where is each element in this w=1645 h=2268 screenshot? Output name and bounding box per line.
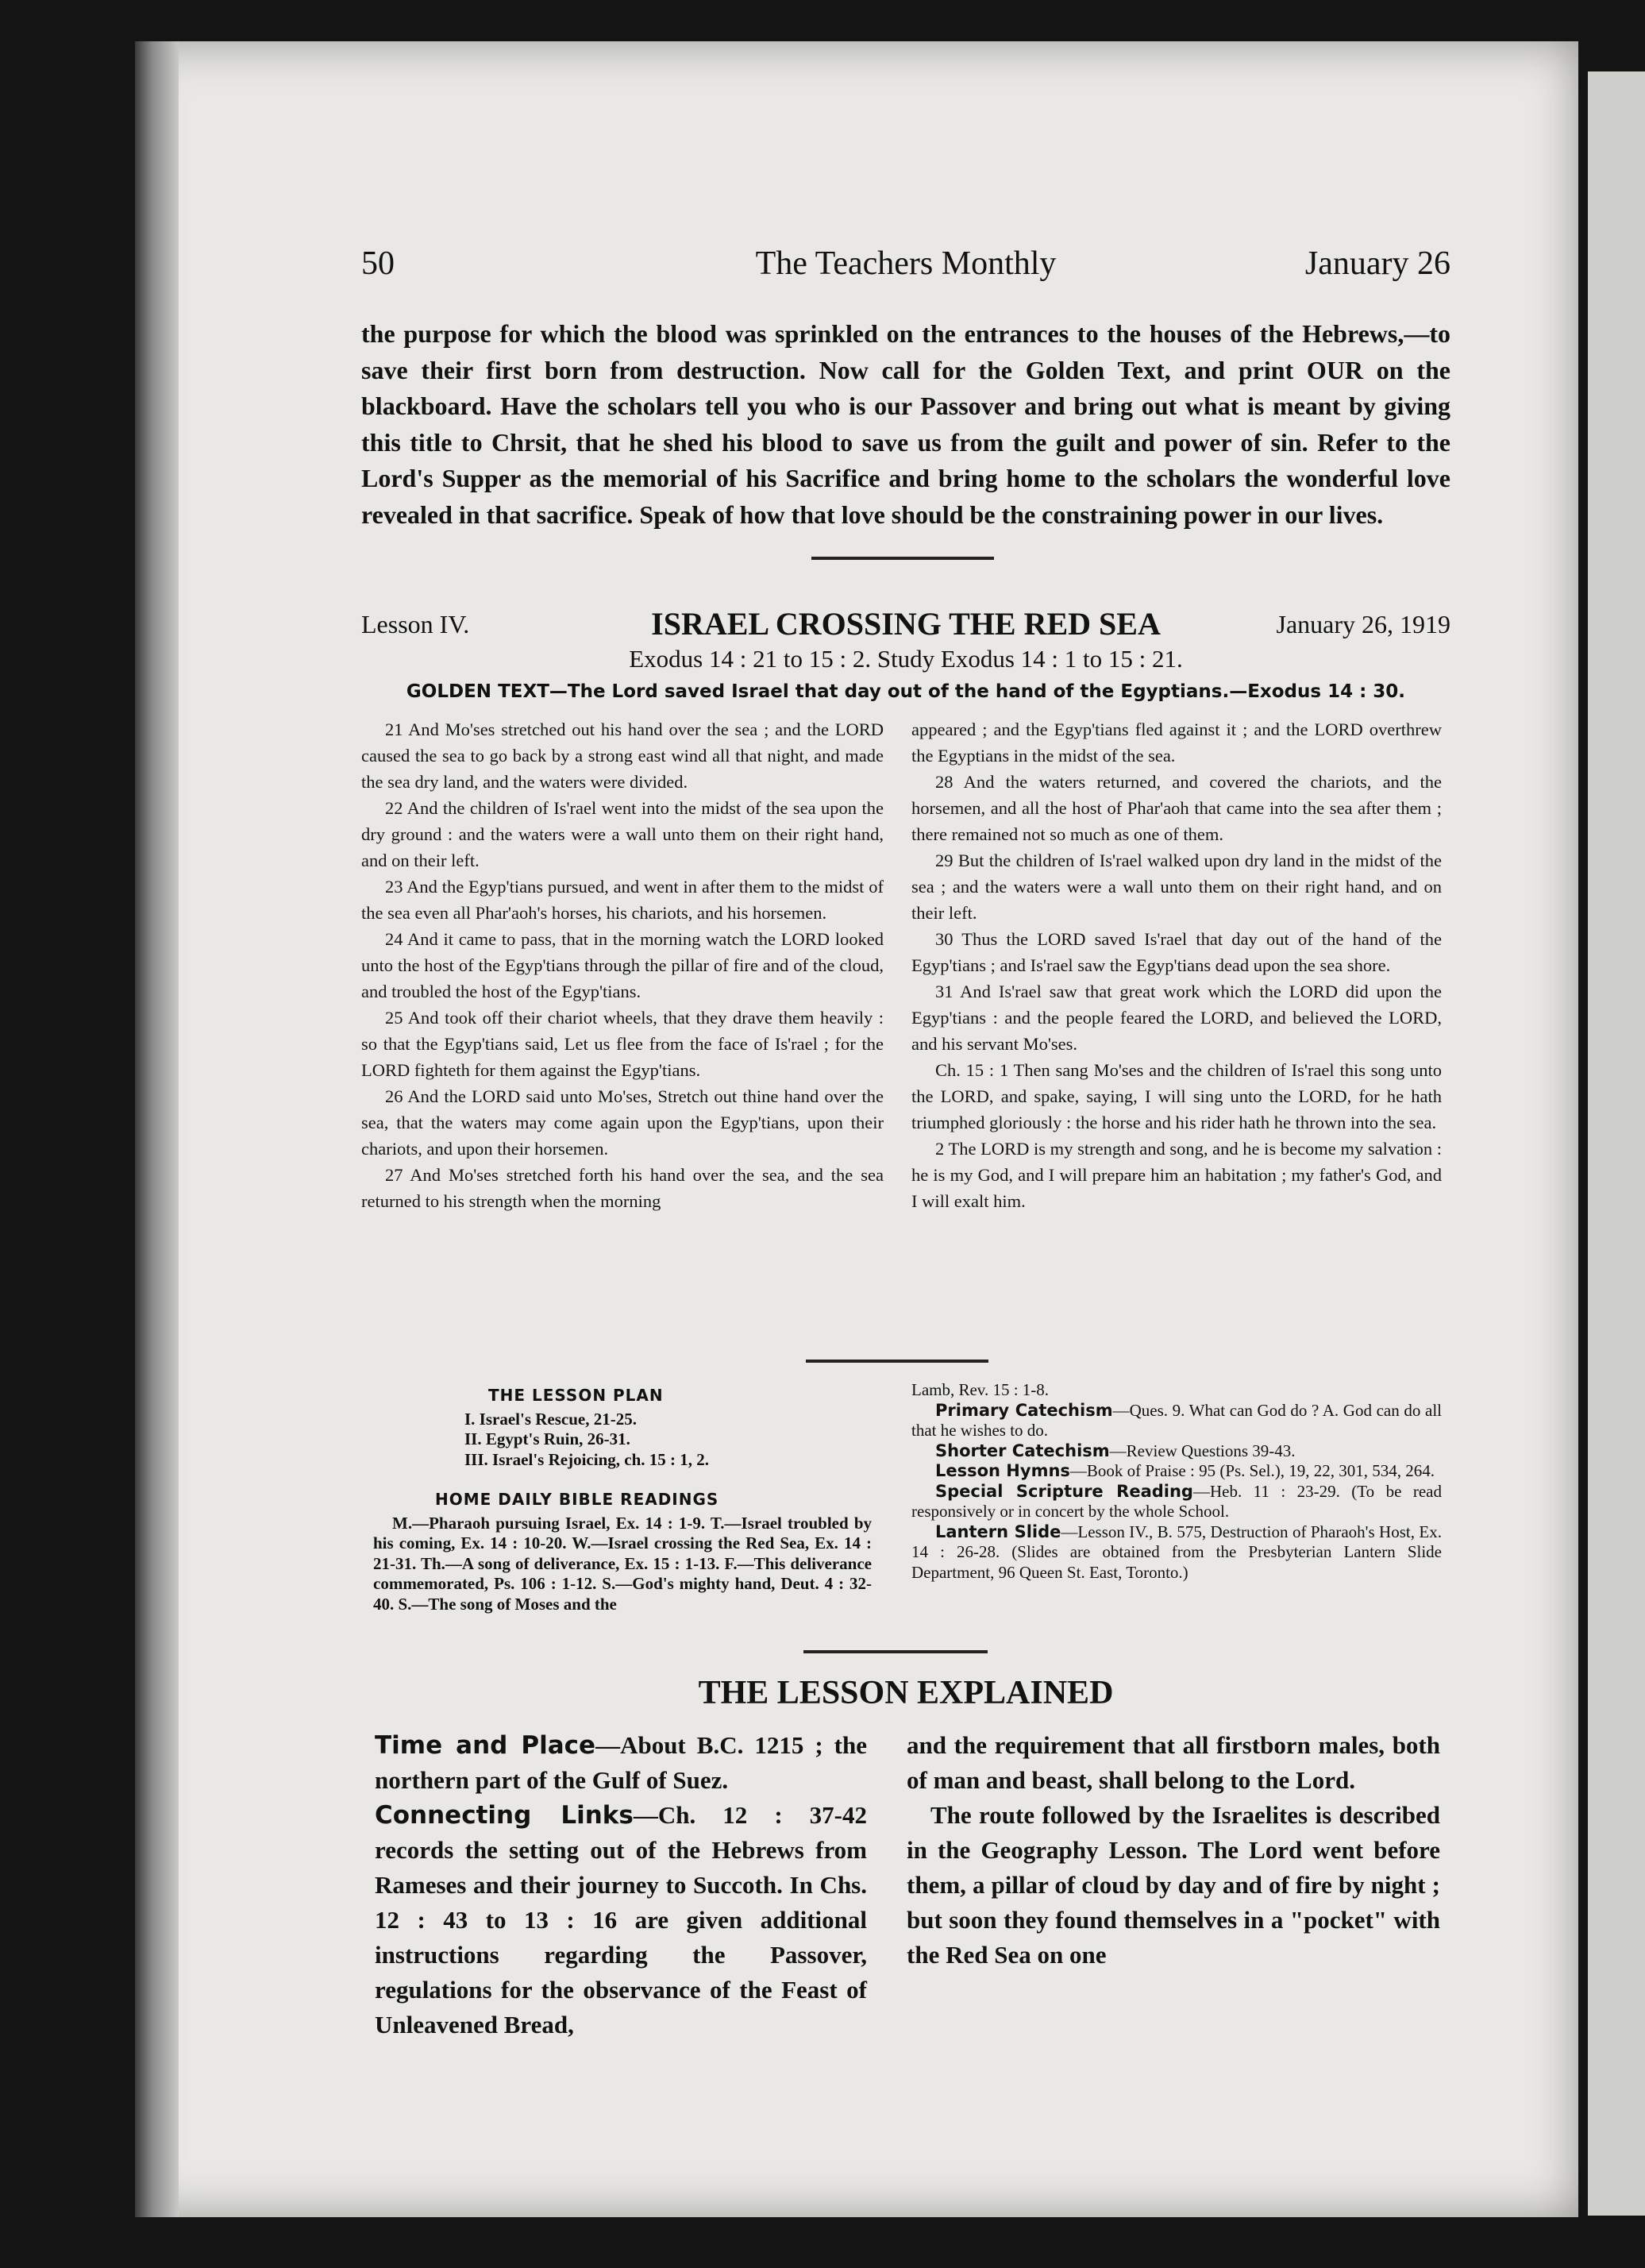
- lesson-plan-item: II. Egypt's Ruin, 26-31.: [464, 1429, 630, 1448]
- explained-paragraph: The route followed by the Israelites is described in the Geography Lesson. The Lord went before them, a pillar of cloud by day and of fire by night ; but soon they found themselves in a "pocket" with the Red Sea on one: [907, 1801, 1440, 1969]
- divider-rule: [803, 1650, 988, 1653]
- issue-date: January 26: [1304, 245, 1450, 282]
- home-daily-readings: [373, 1490, 872, 1614]
- sidebar-continuation: Lamb, Rev. 15 : 1-8.: [911, 1380, 1050, 1399]
- lantern-slide-text: —Lesson IV., B. 575, Destruction of Pharaoh's Host, Ex. 14 : 26-28. (Slides are obtained from the Presbyterian Lantern Slide Department, 96 Queen St. East, Toronto.): [911, 1522, 1442, 1582]
- journal-title: The Teachers Monthly: [755, 245, 1057, 282]
- special-reading-text: —Heb. 11 : 23-29. (To be read responsively or in concert by the whole School.: [911, 1481, 1442, 1521]
- lesson-sidebar-notes: [911, 1380, 1442, 1583]
- page-number: 50: [361, 245, 395, 282]
- readings-heading: HOME DAILY BIBLE READINGS: [435, 1490, 719, 1509]
- verse: Ch. 15 : 1 Then sang Mo'ses and the children of Is'rael this song unto the LORD, and spake, saying, I will sing unto the LORD, for he hath triumphed gloriously : the horse and his rider hath he thrown into the sea.: [911, 1060, 1442, 1132]
- lesson-explained-heading: THE LESSON EXPLAINED: [698, 1675, 1114, 1711]
- verse: 29 But the children of Is'rael walked upon dry land in the midst of the sea ; and the waters were a wall unto them on their right hand, and on their left.: [911, 850, 1442, 923]
- connecting-links-label: Connecting Links: [375, 1801, 634, 1830]
- primary-catechism-label: Primary Catechism: [935, 1400, 1113, 1420]
- running-header: [361, 245, 1450, 292]
- lantern-slide-label: Lantern Slide: [935, 1522, 1061, 1541]
- shorter-catechism-label: Shorter Catechism: [935, 1441, 1110, 1460]
- verse: 26 And the LORD said unto Mo'ses, Stretch out thine hand over the sea, that the waters may come again upon the Egyp'tians, upon their chariots, and upon their horsemen.: [361, 1086, 884, 1159]
- verse: 30 Thus the LORD saved Is'rael that day out of the hand of the Egyp'tians ; and Is'rael saw the Egyp'tians dead upon the sea shore.: [911, 929, 1442, 975]
- verse: 2 The LORD is my strength and song, and he is become my salvation : he is my God, and I will prepare him an habitation ; my father's God, and I will exalt him.: [911, 1139, 1442, 1211]
- lesson-date: January 26, 1919: [1276, 610, 1450, 638]
- time-place-text: —About B.C. 1215 ; the northern part of the Gulf of Suez.: [375, 1731, 868, 1794]
- verse: 21 And Mo'ses stretched out his hand over the sea ; and the LORD caused the sea to go back by a strong east wind all that night, and made the sea dry land, and the waters were divided.: [361, 719, 884, 792]
- golden-text: GOLDEN TEXT—The Lord saved Israel that day out of the hand of the Egyptians.—Exodus 14 : 30.: [406, 681, 1406, 702]
- verse: 28 And the waters returned, and covered the chariots, and the horsemen, and all the host of Phar'aoh that came into the sea after them ; there remained not so much as one of them.: [911, 772, 1442, 844]
- explained-paragraph: and the requirement that all firstborn males, both of man and beast, shall belong to the Lord.: [907, 1731, 1440, 1794]
- verse: 31 And Is'rael saw that great work which the LORD did upon the Egyp'tians : and the people feared the LORD, and believed the LORD, and his servant Mo'ses.: [911, 982, 1442, 1054]
- scripture-reference: Exodus 14 : 21 to 15 : 2. Study Exodus 14 : 1 to 15 : 21.: [629, 645, 1183, 673]
- explained-left-column: [375, 1728, 867, 2042]
- lesson-hymns-text: —Book of Praise : 95 (Ps. Sel.), 19, 22, 301, 534, 264.: [1069, 1461, 1435, 1480]
- adjacent-page-edge: [1588, 71, 1645, 2216]
- verse: 25 And took off their chariot wheels, that they drave them heavily : so that the Egyp'tians said, Let us flee from the face of Is'rael ; for the LORD fighteth for them against the Egyp'tians.: [361, 1008, 884, 1080]
- special-reading-label: Special Scripture Reading: [935, 1481, 1193, 1501]
- verse: 22 And the children of Is'rael went into the midst of the sea upon the dry ground : and the waters were a wall unto them on their right hand, and on their left.: [361, 798, 884, 870]
- divider-rule: [806, 1360, 988, 1363]
- explained-right-column: [907, 1728, 1440, 1973]
- time-place-label: Time and Place: [375, 1731, 596, 1760]
- lesson-plan-item: III. Israel's Rejoicing, ch. 15 : 1, 2.: [464, 1449, 709, 1469]
- verse: 24 And it came to pass, that in the morning watch the LORD looked unto the host of the Egyp'tians through the pillar of fire and of the cloud, and troubled the host of the Egyp'tians.: [361, 929, 884, 1001]
- connecting-links-text: —Ch. 12 : 37-42 records the setting out of the Hebrews from Rameses and their journey to Succoth. In Chs. 12 : 43 to 13 : 16 are given additional instructions regarding the Passover, regulations for the observance of the Feast of Unleavened Bread,: [375, 1801, 867, 2038]
- lesson-plan-heading: THE LESSON PLAN: [488, 1386, 664, 1405]
- readings-text: M.—Pharaoh pursuing Israel, Ex. 14 : 1-9. T.—Israel troubled by his coming, Ex. 14 : 10-20. W.—Israel crossing the Red Sea, Ex. 14 : 21-31. Th.—A song of deliverance, Ex. 15 : 1-13. F.—This deliverance commemorated, Ps. 106 : 1-12. S.—God's mighty hand, Deut. 4 : 32-40. S.—The song of Moses and the: [373, 1513, 872, 1614]
- verse: appeared ; and the Egyp'tians fled against it ; and the LORD overthrew the Egyptians in the midst of the sea.: [911, 719, 1442, 766]
- lesson-title: ISRAEL CROSSING THE RED SEA: [651, 606, 1161, 642]
- lesson-heading: [361, 605, 1450, 645]
- lesson-plan-item: I. Israel's Rescue, 21-25.: [464, 1409, 637, 1429]
- shorter-catechism-text: —Review Questions 39-43.: [1109, 1441, 1296, 1460]
- lesson-number: Lesson IV.: [361, 610, 470, 638]
- lesson-hymns-label: Lesson Hymns: [935, 1461, 1070, 1480]
- verse: 27 And Mo'ses stretched forth his hand over the sea, and the sea returned to his strength when the morning: [361, 1165, 884, 1211]
- page-binding-shadow: [135, 41, 179, 2217]
- verses-right-column: [911, 716, 1442, 1214]
- lesson-plan: [449, 1386, 893, 1470]
- verse: 23 And the Egyp'tians pursued, and went in after them to the midst of the sea even all Phar'aoh's horses, his chariots, and his horsemen.: [361, 877, 884, 923]
- verses-left-column: [361, 716, 884, 1214]
- intro-paragraph: the purpose for which the blood was sprinkled on the entrances to the houses of the Hebrews,—to save their first born from destruction. Now call for the Golden Text, and print OUR on the blackboard. Have the scholars tell you who is our Passover and bring out what is meant by giving this title to Chrsit, that he shed his blood to save us from the guilt and power of sin. Refer to the Lord's Supper as the memorial of his Sacrifice and bring home to the scholars the wonderful love revealed in that sacrifice. Speak of how that love should be the constraining power in our lives.: [361, 319, 1450, 529]
- divider-rule: [811, 557, 994, 560]
- primary-catechism-text: —Ques. 9. What can God do ? A. God can do all that he wishes to do.: [911, 1400, 1443, 1440]
